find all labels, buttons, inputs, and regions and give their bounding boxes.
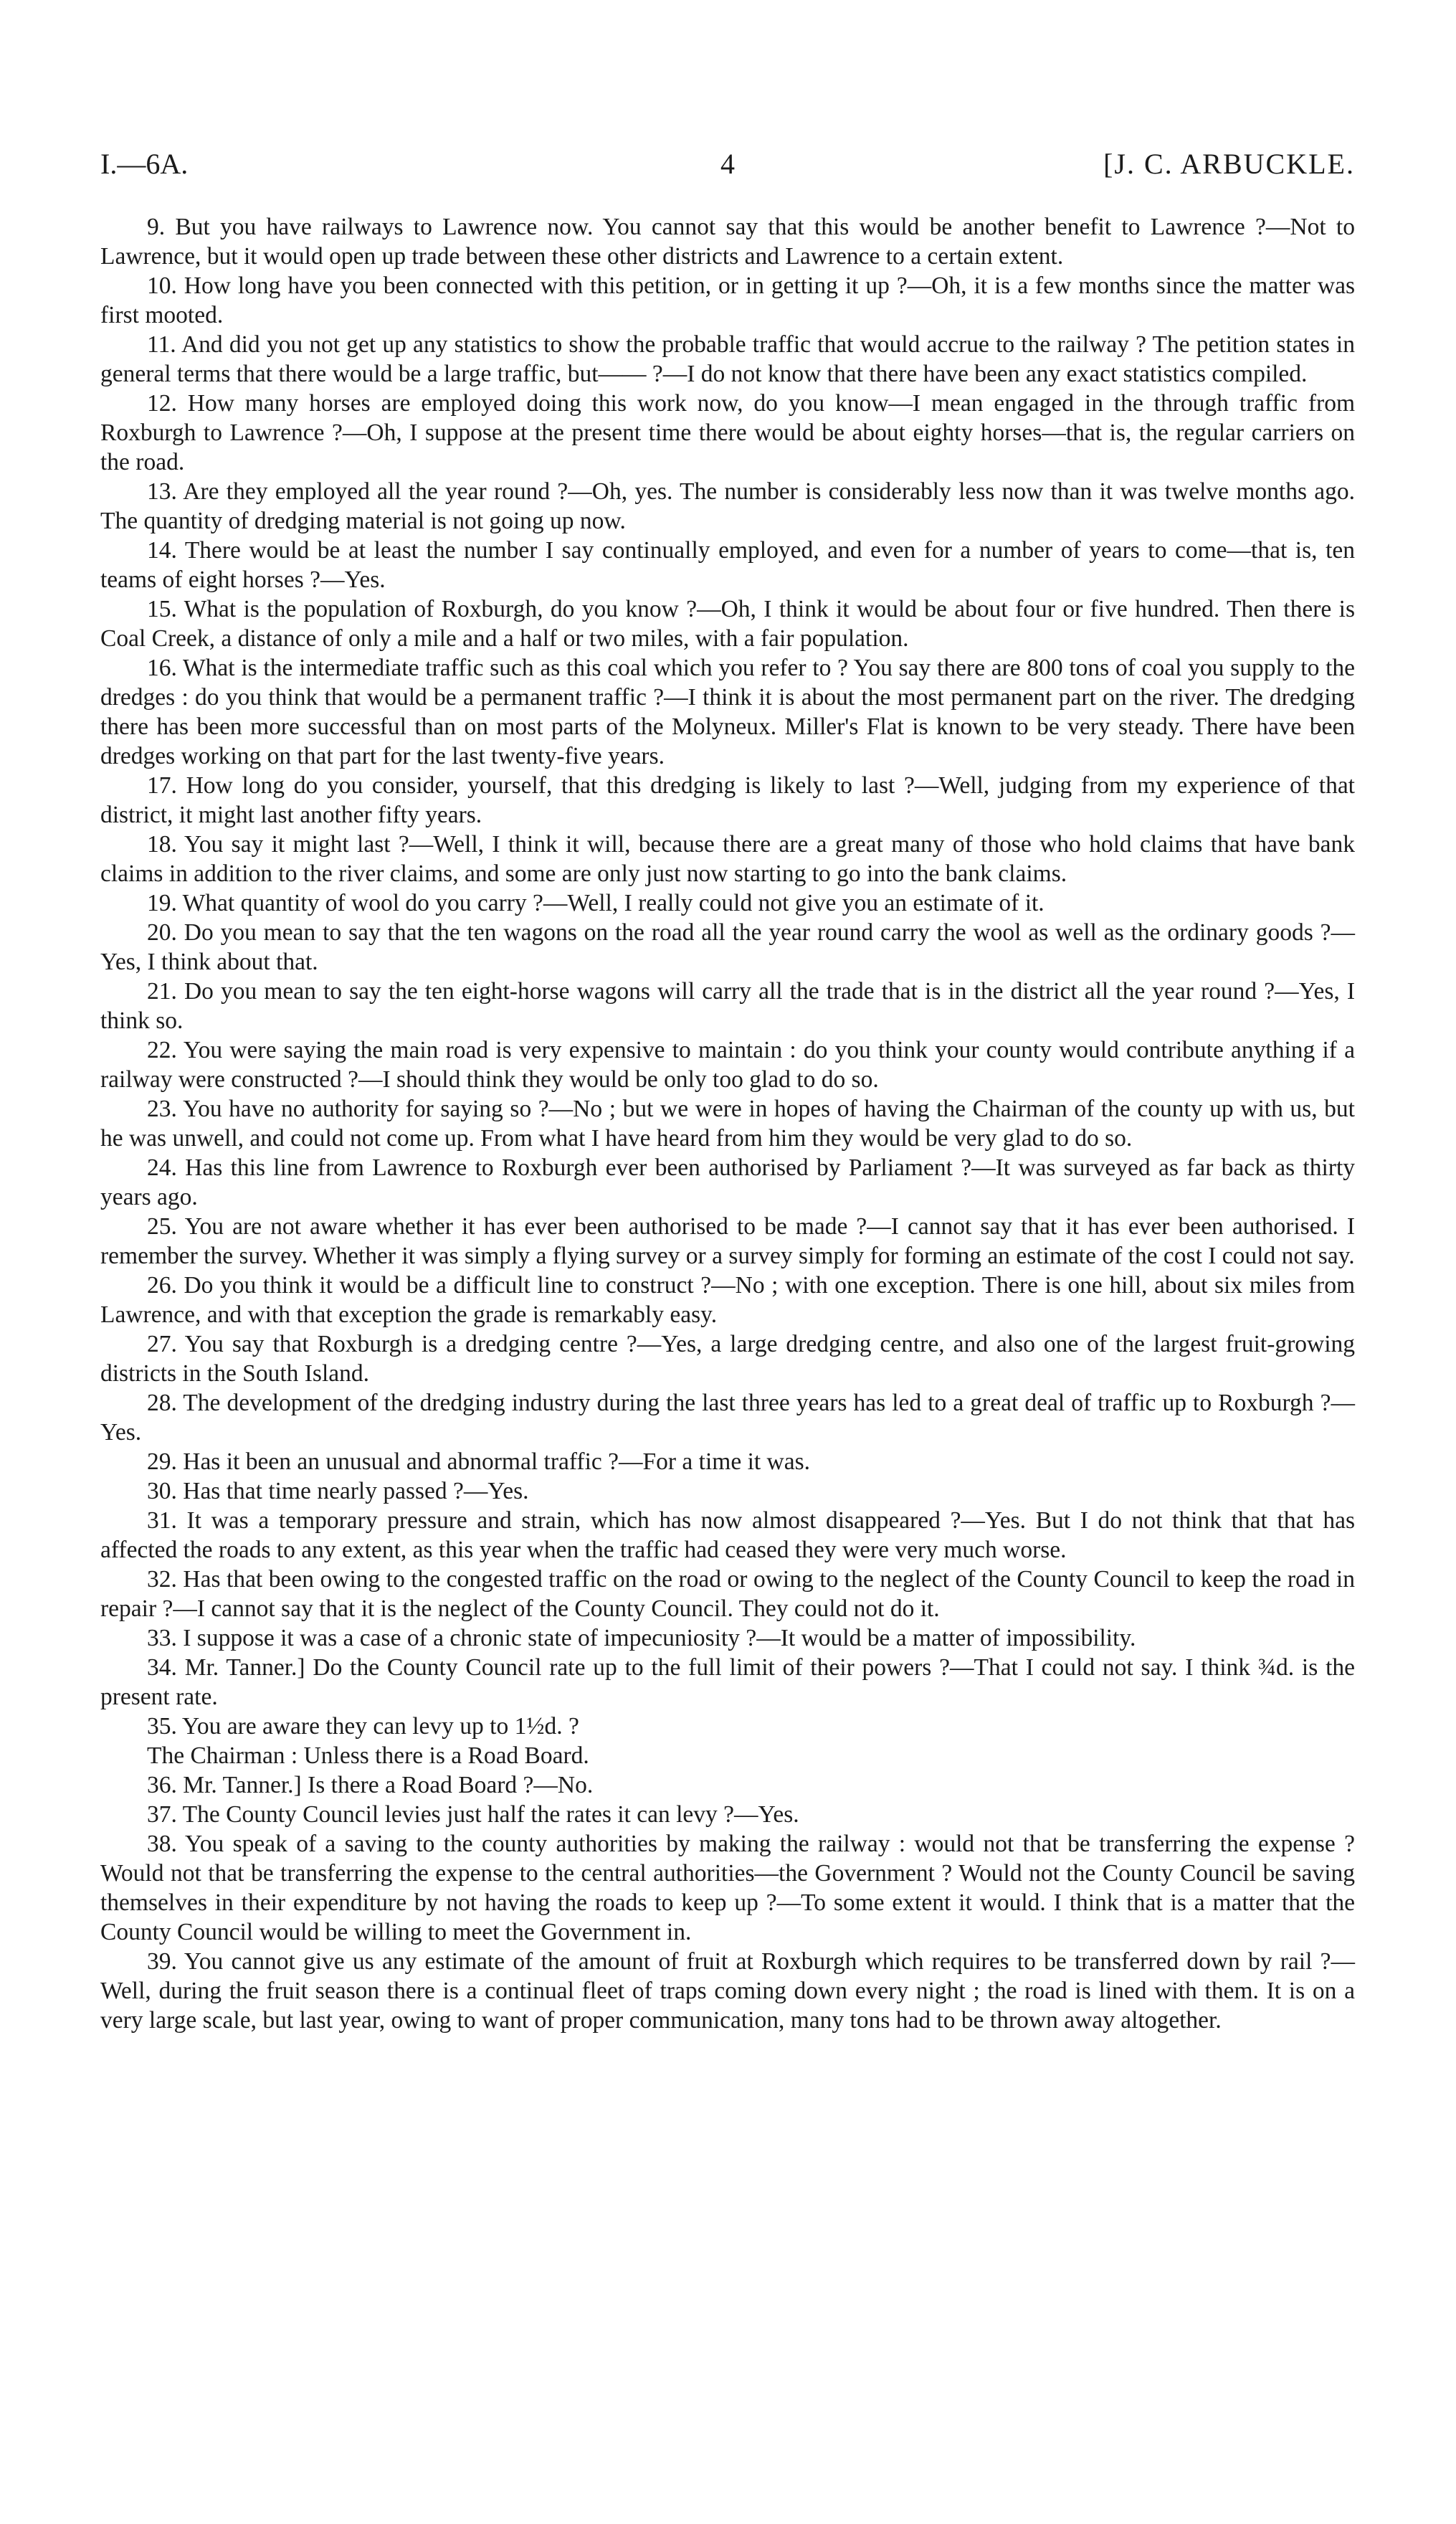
paragraph: 25. You are not aware whether it has ever been authorised to be made ?—I cannot say that it has ever been authorised. I remember the survey. Whether it was simply a flying survey or a survey simply for forming an estimate of the cost I could not say. [100, 1213, 1355, 1269]
paragraph: 34. Mr. Tanner.] Do the County Council rate up to the full limit of their powers ?—That I could not say. I think ¾d. is the present rate. [100, 1654, 1355, 1710]
paragraph: 36. Mr. Tanner.] Is there a Road Board ?—No. [147, 1772, 594, 1798]
paragraph: 22. You were saying the main road is very expensive to maintain : do you think your county would contribute anything if a railway were constructed ?—I should think they would be only too glad to do so. [100, 1037, 1355, 1093]
witness-name: [J. C. ARBUCKLE. [1103, 148, 1355, 180]
paragraph: 16. What is the intermediate traffic such as this coal which you refer to ? You say there are 800 tons of coal you supply to the dredges : do you think that would be a permanent traffic ?—I think it is about the most permanent part on the river. The dredging there has been more successful than on most parts of the Molyneux. Miller's Flat is known to be very steady. There have been dredges working on that part for the last twenty-five years. [100, 655, 1355, 769]
paragraph: 17. How long do you consider, yourself, that this dredging is likely to last ?—Well, judging from my experience of that district, it might last another fifty years. [100, 772, 1355, 828]
paper-reference: I.—6A. [100, 148, 189, 180]
paragraph: 14. There would be at least the number I say continually employed, and even for a number of years to come—that is, ten teams of eight horses ?—Yes. [100, 537, 1355, 593]
paragraph: 15. What is the population of Roxburgh, do you know ?—Oh, I think it would be about four or five hundred. Then there is Coal Creek, a distance of only a mile and a half or two miles, with a fair population. [100, 596, 1355, 652]
paragraph: 37. The County Council levies just half the rates it can levy ?—Yes. [147, 1801, 799, 1828]
paragraph: 13. Are they employed all the year round ?—Oh, yes. The number is considerably less now than it was twelve months ago. The quantity of dredging material is not going up now. [100, 478, 1355, 534]
paragraph: 27. You say that Roxburgh is a dredging centre ?—Yes, a large dredging centre, and also one of the largest fruit-growing districts in the South Island. [100, 1331, 1355, 1387]
page-header [100, 147, 1355, 190]
paragraph: The Chairman : Unless there is a Road Board. [147, 1742, 589, 1769]
paragraph: 32. Has that been owing to the congested traffic on the road or owing to the neglect of the County Council to keep the road in repair ?—I cannot say that it is the neglect of the County Council. They could not do it. [100, 1566, 1355, 1622]
paragraph: 23. You have no authority for saying so ?—No ; but we were in hopes of having the Chairman of the county up with us, but he was unwell, and could not come up. From what I have heard from him they would be very glad to do so. [100, 1096, 1355, 1152]
paragraph: 35. You are aware they can levy up to 1½d. ? [147, 1713, 579, 1740]
paragraph: 10. How long have you been connected with this petition, or in getting it up ?—Oh, it is a few months since the matter was first mooted. [100, 272, 1355, 328]
paragraph: 24. Has this line from Lawrence to Roxburgh ever been authorised by Parliament ?—It was surveyed as far back as thirty years ago. [100, 1154, 1355, 1210]
paragraph: 30. Has that time nearly passed ?—Yes. [147, 1478, 529, 1504]
paragraph: 39. You cannot give us any estimate of the amount of fruit at Roxburgh which requires to be transferred down by rail ?—Well, during the fruit season there is a continual fleet of traps coming down every night ; the road is lined with them. It is on a very large scale, but last year, owing to want of proper communication, many tons had to be thrown away altogether. [100, 1948, 1355, 2034]
page-number: 4 [720, 148, 735, 180]
paragraph: 20. Do you mean to say that the ten wagons on the road all the year round carry the wool as well as the ordinary goods ?—Yes, I think about that. [100, 919, 1355, 975]
paragraph: 33. I suppose it was a case of a chronic state of impecuniosity ?—It would be a matter of impossibility. [147, 1625, 1136, 1651]
document-body [100, 212, 1355, 2035]
paragraph: 26. Do you think it would be a difficult line to construct ?—No ; with one exception. There is one hill, about six miles from Lawrence, and with that exception the grade is remarkably easy. [100, 1272, 1355, 1328]
paragraph: 28. The development of the dredging industry during the last three years has led to a great deal of traffic up to Roxburgh ?—Yes. [100, 1390, 1355, 1446]
paragraph: 29. Has it been an unusual and abnormal traffic ?—For a time it was. [147, 1448, 811, 1475]
paragraph: 12. How many horses are employed doing this work now, do you know—I mean engaged in the through traffic from Roxburgh to Lawrence ?—Oh, I suppose at the present time there would be about eighty horses—that is, the regular carriers on the road. [100, 390, 1355, 475]
paragraph: 19. What quantity of wool do you carry ?—Well, I really could not give you an estimate of it. [147, 890, 1045, 916]
paragraph: 38. You speak of a saving to the county authorities by making the railway : would not that be transferring the expense ? Would not that be transferring the expense to the central authorities—the Government ? Would not the County Council be saving themselves in their expenditure by not having the roads to keep up ?—To some extent it would. I think that is a matter that the County Council would be willing to meet the Government in. [100, 1831, 1355, 1945]
paragraph: 11. And did you not get up any statistics to show the probable traffic that would accrue to the railway ? The petition states in general terms that there would be a large traffic, but—— ?—I do not know that there have been any exact statistics compiled. [100, 331, 1355, 387]
paragraph: 9. But you have railways to Lawrence now. You cannot say that this would be another benefit to Lawrence ?—Not to Lawrence, but it would open up trade between these other districts and Lawrence to a certain extent. [100, 214, 1355, 270]
paragraph: 31. It was a temporary pressure and strain, which has now almost disappeared ?—Yes. But I do not think that that has affected the roads to any extent, as this year when the traffic had ceased they were very much worse. [100, 1507, 1355, 1563]
paragraph: 21. Do you mean to say the ten eight-horse wagons will carry all the trade that is in the district all the year round ?—Yes, I think so. [100, 978, 1355, 1034]
paragraph: 18. You say it might last ?—Well, I think it will, because there are a great many of those who hold claims that have bank claims in addition to the river claims, and some are only just now starting to go into the bank claims. [100, 831, 1355, 887]
